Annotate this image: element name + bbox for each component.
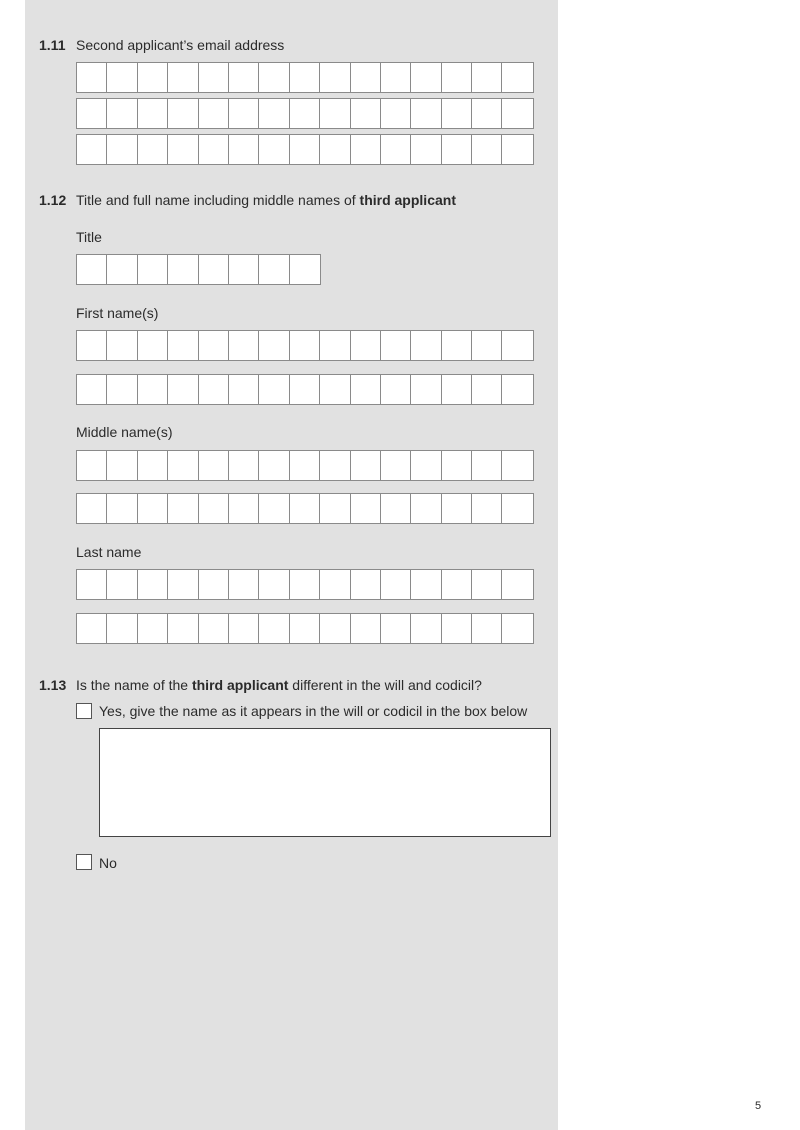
character-box[interactable] (502, 375, 532, 404)
character-box[interactable] (229, 135, 259, 164)
character-box[interactable] (107, 135, 137, 164)
character-box[interactable] (107, 494, 137, 523)
character-box[interactable] (411, 614, 441, 643)
character-box[interactable] (472, 494, 502, 523)
character-box[interactable] (199, 494, 229, 523)
yes-checkbox[interactable] (76, 703, 92, 719)
character-box[interactable] (320, 331, 350, 360)
character-box[interactable] (77, 614, 107, 643)
character-box[interactable] (472, 375, 502, 404)
character-box[interactable] (381, 494, 411, 523)
email-field-line-1[interactable] (76, 62, 534, 93)
character-box[interactable] (77, 570, 107, 599)
character-box[interactable] (320, 99, 350, 128)
character-box[interactable] (229, 375, 259, 404)
character-box[interactable] (502, 614, 532, 643)
character-box[interactable] (107, 375, 137, 404)
character-box[interactable] (351, 99, 381, 128)
character-box[interactable] (411, 375, 441, 404)
character-box[interactable] (290, 375, 320, 404)
character-box[interactable] (138, 451, 168, 480)
character-box[interactable] (168, 331, 198, 360)
character-box[interactable] (502, 570, 532, 599)
character-box[interactable] (472, 135, 502, 164)
character-box[interactable] (107, 63, 137, 92)
character-box[interactable] (107, 331, 137, 360)
character-box[interactable] (138, 614, 168, 643)
character-box[interactable] (411, 494, 441, 523)
character-box[interactable] (351, 570, 381, 599)
character-box[interactable] (472, 99, 502, 128)
character-box[interactable] (351, 331, 381, 360)
email-field-line-3[interactable] (76, 134, 534, 165)
character-box[interactable] (259, 63, 289, 92)
character-box[interactable] (259, 331, 289, 360)
character-box[interactable] (168, 375, 198, 404)
character-box[interactable] (259, 614, 289, 643)
character-box[interactable] (381, 614, 411, 643)
question-number: 1.13 (39, 677, 67, 693)
last-name-label: Last name (76, 544, 142, 560)
character-box[interactable] (411, 570, 441, 599)
character-box[interactable] (138, 570, 168, 599)
character-box[interactable] (290, 99, 320, 128)
character-box[interactable] (411, 63, 441, 92)
character-box[interactable] (77, 135, 107, 164)
first-name-field-line-2[interactable] (76, 374, 534, 405)
character-box[interactable] (199, 375, 229, 404)
character-box[interactable] (168, 614, 198, 643)
character-box[interactable] (107, 451, 137, 480)
character-box[interactable] (107, 255, 137, 284)
character-box[interactable] (168, 451, 198, 480)
character-box[interactable] (77, 63, 107, 92)
character-box[interactable] (229, 494, 259, 523)
character-box[interactable] (472, 331, 502, 360)
character-box[interactable] (107, 570, 137, 599)
character-box[interactable] (290, 451, 320, 480)
character-box[interactable] (290, 494, 320, 523)
character-box[interactable] (502, 63, 532, 92)
middle-name-field-line-1[interactable] (76, 450, 534, 481)
first-name-label: First name(s) (76, 305, 159, 321)
character-box[interactable] (381, 570, 411, 599)
character-box[interactable] (290, 570, 320, 599)
character-box[interactable] (259, 494, 289, 523)
character-box[interactable] (259, 570, 289, 599)
character-box[interactable] (138, 494, 168, 523)
character-box[interactable] (351, 63, 381, 92)
character-box[interactable] (351, 135, 381, 164)
character-box[interactable] (320, 614, 350, 643)
character-box[interactable] (290, 614, 320, 643)
character-box[interactable] (411, 331, 441, 360)
character-box[interactable] (138, 255, 168, 284)
character-box[interactable] (199, 614, 229, 643)
character-box[interactable] (77, 494, 107, 523)
character-box[interactable] (199, 135, 229, 164)
character-box[interactable] (442, 375, 472, 404)
character-box[interactable] (442, 331, 472, 360)
character-box[interactable] (502, 331, 532, 360)
question-text: Is the name of the third applicant different in the will and codicil? (76, 677, 482, 693)
character-box[interactable] (199, 331, 229, 360)
page-number: 5 (755, 1100, 762, 1112)
character-box[interactable] (320, 451, 350, 480)
middle-name-field-line-2[interactable] (76, 493, 534, 524)
character-box[interactable] (472, 63, 502, 92)
character-box[interactable] (472, 570, 502, 599)
character-box[interactable] (77, 255, 107, 284)
character-box[interactable] (77, 451, 107, 480)
character-box[interactable] (168, 135, 198, 164)
character-box[interactable] (229, 63, 259, 92)
character-box[interactable] (411, 135, 441, 164)
character-box[interactable] (411, 451, 441, 480)
character-box[interactable] (229, 331, 259, 360)
character-box[interactable] (259, 255, 289, 284)
no-checkbox[interactable] (76, 854, 92, 870)
character-box[interactable] (290, 255, 320, 284)
character-box[interactable] (107, 99, 137, 128)
character-box[interactable] (290, 331, 320, 360)
character-box[interactable] (138, 375, 168, 404)
character-box[interactable] (351, 494, 381, 523)
character-box[interactable] (199, 570, 229, 599)
character-box[interactable] (199, 99, 229, 128)
character-box[interactable] (502, 99, 532, 128)
character-box[interactable] (168, 255, 198, 284)
character-box[interactable] (381, 99, 411, 128)
character-box[interactable] (259, 375, 289, 404)
character-box[interactable] (107, 614, 137, 643)
character-box[interactable] (199, 451, 229, 480)
character-box[interactable] (502, 135, 532, 164)
character-box[interactable] (259, 451, 289, 480)
character-box[interactable] (381, 451, 411, 480)
email-field-line-2[interactable] (76, 98, 534, 129)
question-text: Title and full name including middle names of third applicant (76, 192, 456, 208)
character-box[interactable] (442, 451, 472, 480)
character-box[interactable] (290, 135, 320, 164)
character-box[interactable] (229, 99, 259, 128)
character-box[interactable] (320, 63, 350, 92)
character-box[interactable] (381, 331, 411, 360)
character-box[interactable] (77, 375, 107, 404)
character-box[interactable] (351, 375, 381, 404)
title-label: Title (76, 229, 102, 245)
character-box[interactable] (351, 614, 381, 643)
character-box[interactable] (351, 451, 381, 480)
character-box[interactable] (138, 135, 168, 164)
question-number: 1.11 (39, 37, 66, 53)
title-field[interactable] (76, 254, 321, 285)
last-name-field-line-1[interactable] (76, 569, 534, 600)
character-box[interactable] (138, 331, 168, 360)
character-box[interactable] (502, 494, 532, 523)
character-box[interactable] (442, 494, 472, 523)
character-box[interactable] (290, 63, 320, 92)
character-box[interactable] (442, 135, 472, 164)
character-box[interactable] (229, 255, 259, 284)
character-box[interactable] (77, 99, 107, 128)
character-box[interactable] (138, 99, 168, 128)
character-box[interactable] (259, 135, 289, 164)
character-box[interactable] (381, 63, 411, 92)
character-box[interactable] (472, 614, 502, 643)
character-box[interactable] (168, 63, 198, 92)
character-box[interactable] (411, 99, 441, 128)
character-box[interactable] (320, 375, 350, 404)
character-box[interactable] (168, 99, 198, 128)
character-box[interactable] (442, 63, 472, 92)
character-box[interactable] (259, 99, 289, 128)
character-box[interactable] (229, 451, 259, 480)
character-box[interactable] (168, 570, 198, 599)
character-box[interactable] (168, 494, 198, 523)
character-box[interactable] (381, 135, 411, 164)
character-box[interactable] (472, 451, 502, 480)
form-panel (25, 0, 558, 1130)
character-box[interactable] (229, 614, 259, 643)
character-box[interactable] (199, 255, 229, 284)
character-box[interactable] (138, 63, 168, 92)
last-name-field-line-2[interactable] (76, 613, 534, 644)
first-name-field-line-1[interactable] (76, 330, 534, 361)
character-box[interactable] (320, 570, 350, 599)
character-box[interactable] (502, 451, 532, 480)
character-box[interactable] (320, 135, 350, 164)
character-box[interactable] (442, 99, 472, 128)
character-box[interactable] (229, 570, 259, 599)
character-box[interactable] (320, 494, 350, 523)
question-number: 1.12 (39, 192, 67, 208)
character-box[interactable] (381, 375, 411, 404)
yes-label: Yes, give the name as it appears in the will or codicil in the box below (99, 703, 528, 719)
character-box[interactable] (442, 570, 472, 599)
character-box[interactable] (442, 614, 472, 643)
character-box[interactable] (199, 63, 229, 92)
name-in-will-textarea[interactable] (99, 728, 551, 837)
middle-name-label: Middle name(s) (76, 424, 173, 440)
character-box[interactable] (77, 331, 107, 360)
no-label: No (99, 855, 117, 871)
question-text: Second applicant’s email address (76, 37, 285, 53)
